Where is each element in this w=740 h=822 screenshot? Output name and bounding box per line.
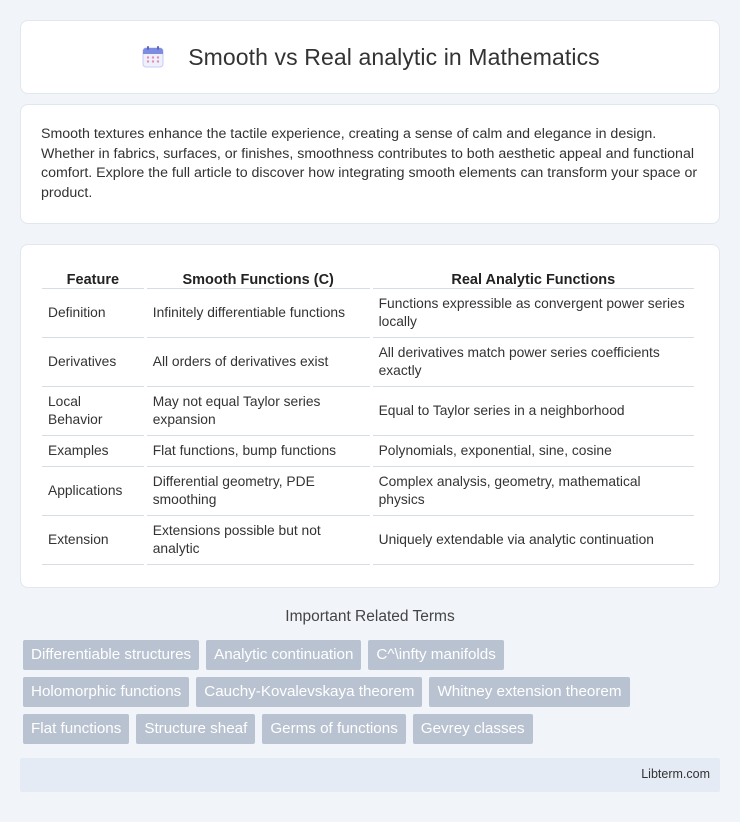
table-cell: All derivatives match power series coefficients exactly [373,338,694,387]
table-cell: Differential geometry, PDE smoothing [147,467,370,516]
tag-gevrey-classes[interactable]: Gevrey classes [413,714,533,744]
tag-structure-sheaf[interactable]: Structure sheaf [136,714,255,744]
table-row [42,387,694,436]
table-cell: Examples [42,436,144,467]
table-row [42,516,694,565]
intro-text: Smooth textures enhance the tactile experience, creating a sense of calm and elegance in design. Whether in fabrics, surfaces, or finishes, smoothness contributes to both aesthetic appeal and functional comfort. Explore the full article to discover how integrating smooth elements can transform your space or product. [41,126,698,201]
tag-cauchy-kovalevskaya-theorem[interactable]: Cauchy-Kovalevskaya theorem [196,677,422,707]
table-cell: Extension [42,516,144,565]
table-cell: Functions expressible as convergent power series locally [373,289,694,338]
tag-c-infty-manifolds[interactable]: C^\infty manifolds [368,640,503,670]
table-cell: May not equal Taylor series expansion [147,387,370,436]
table-cell: Definition [42,289,144,338]
table-cell: Local Behavior [42,387,144,436]
table-cell: Infinitely differentiable functions [147,289,370,338]
table-cell: Uniquely extendable via analytic continuation [373,516,694,565]
header-analytic: Real Analytic Functions [373,263,694,289]
table-cell: Derivatives [42,338,144,387]
table-cell: Flat functions, bump functions [147,436,370,467]
page-title: Smooth vs Real analytic in Mathematics [188,43,600,70]
table-cell: Equal to Taylor series in a neighborhood [373,387,694,436]
table-cell: Complex analysis, geometry, mathematical physics [373,467,694,516]
table-cell: Extensions possible but not analytic [147,516,370,565]
footer [20,758,720,792]
related-terms-title: Important Related Terms [285,608,455,625]
tag-differentiable-structures[interactable]: Differentiable structures [23,640,199,670]
footer-brand-link[interactable]: Libterm.com [641,767,710,781]
table-cell: Polynomials, exponential, sine, cosine [373,436,694,467]
tag-whitney-extension-theorem[interactable]: Whitney extension theorem [429,677,629,707]
intro-card [20,104,720,224]
tag-flat-functions[interactable]: Flat functions [23,714,129,744]
calendar-icon [140,44,166,70]
table-header-row [42,263,694,289]
tag-row [23,714,723,744]
table-cell: All orders of derivatives exist [147,338,370,387]
tag-row [23,640,723,670]
header-card [20,20,720,94]
tag-row [23,677,723,707]
table-row [42,338,694,387]
table-row [42,289,694,338]
comparison-card [20,244,720,588]
related-terms-tags [23,640,723,751]
tag-analytic-continuation[interactable]: Analytic continuation [206,640,361,670]
tag-germs-of-functions[interactable]: Germs of functions [262,714,405,744]
comparison-table [39,263,697,565]
table-row [42,436,694,467]
header-smooth: Smooth Functions (C) [147,263,370,289]
table-cell: Applications [42,467,144,516]
tag-holomorphic-functions[interactable]: Holomorphic functions [23,677,189,707]
table-row [42,467,694,516]
header-feature: Feature [42,263,144,289]
